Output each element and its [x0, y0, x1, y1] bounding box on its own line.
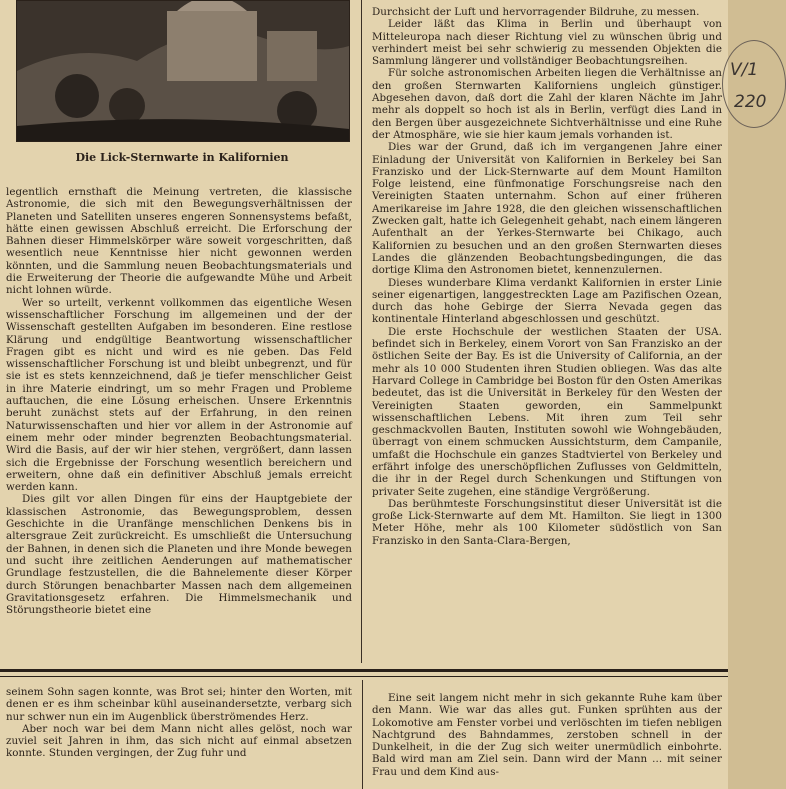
paragraph: Dies gilt vor allen Dingen für eins der Hauptgebiete der klassischen Astronomie, das Bewegungsproblem, dessen Geschichte in die Uranfänge menschlichen Denkens bis in altersgraue Zeit zurückreicht. Es umschließt die Untersuchung der Bahnen, in denen sich die Planeten und ihre Monde bewegen und sucht ihre zeitlichen Aenderungen auf mathematischer Grundlage festzustellen, die die Bahnelemente dieser Körper durch Störungen benachbarter Massen nach dem allgemeinen Gravitationsgesetz erfahren. Die Himmelsmechanik und Störungstheorie bietet eine [6, 493, 352, 617]
observatory-illustration [17, 1, 349, 141]
column-divider-lower [362, 680, 363, 789]
story-column-1 [6, 686, 352, 760]
section-divider-thin [0, 676, 728, 677]
archive-stamp [722, 40, 786, 128]
archive-note-line2: 220 [734, 92, 767, 112]
paragraph: Eine seit langem nicht mehr in sich gekannte Ruhe kam über den Mann. Wie war das alles gut. Funken sprühten aus der Lokomotive am Fenster vorbei und verlöschten im tiefen nebligen Nachtgrund des Bahndammes, zerstoben schnell in der Dunkelheit, in die der Zug sich weiter unermüdlich einbohrte. Bald wird man am Ziel sein. Dann wird der Mann ... mit seiner Frau und dem Kind aus- [372, 692, 722, 778]
paragraph: seinem Sohn sagen konnte, was Brot sei; hinter den Worten, mit denen er es ihm scheinbar kühl auseinandersetzte, verbarg sich nur schwer nun ein im Augenblick überströmendes Herz. [6, 686, 352, 723]
paragraph: Für solche astronomischen Arbeiten liegen die Verhältnisse an den großen Sternwarten Kaliforniens ungleich günstiger. Abgesehen davon, daß dort die Zahl der klaren Nächte im Jahr mehr als doppelt so hoch ist als in Berlin, verfügt dies Land in den Bergen über ausgezeichnete Sichtverhältnisse und eine Ruhe der Atmosphäre, wie sie hier kaum jemals vorhanden ist. [372, 67, 722, 141]
article-column-1 [6, 186, 352, 616]
section-divider [0, 669, 728, 672]
paragraph: legentlich ernsthaft die Meinung vertreten, die klassische Astronomie, die sich mit den Bewegungsverhältnissen der Planeten und Satelliten unseres engeren Sonnensystems befaßt, hätte einen gewissen Abschluß erreicht. Die Erforschung der Bahnen dieser Himmelskörper wäre soweit vorgeschritten, daß wesentlich neue Kenntnisse hier nicht gewonnen werden könnten, und die Sammlung neuen Beobachtungsmaterials und die Erweiterung der Theorie die aufgewandte Mühe und Arbeit nicht lohnen würde. [6, 186, 352, 297]
paragraph: Dieses wunderbare Klima verdankt Kalifornien in erster Linie seiner eigenartigen, langgestreckten Lage am Pazifischen Ozean, durch das hohe Gebirge der Sierra Nevada gegen das kontinentale Hinterland abgeschlossen und geschützt. [372, 276, 722, 326]
paragraph: Leider läßt das Klima in Berlin und überhaupt von Mitteleuropa nach dieser Richtung viel zu wünschen übrig und verhindert meist bei sehr schwierig zu messenden Objekten die Sammlung längerer und vollständiger Beobachtungsreihen. [372, 18, 722, 68]
paragraph: Dies war der Grund, daß ich im vergangenen Jahre einer Einladung der Universität von Kalifornien in Berkeley bei San Franzisko und der Lick-Sternwarte auf dem Mount Hamilton Folge leistend, eine fünfmonatige Forschungsreise nach den Vereinigten Staaten unternahm. Schon auf einer früheren Amerikareise im Jahre 1928, die den gleichen wissenschaftlichen Zwecken galt, hatte ich Gelegenheit gehabt, nach einem längeren Aufenthalt an der Yerkes-Sternwarte bei Chikago, auch Kalifornien zu besuchen und an den großen Sternwarten dieses Landes die glänzenden Beobachtungsbedingungen, die das dortige Klima den Astronomen bietet, kennenzulernen. [372, 141, 722, 277]
paragraph: Das berühmteste Forschungsinstitut dieser Universität ist die große Lick-Sternwarte auf dem Mt. Hamilton. Sie liegt in 1300 Meter Höhe, mehr als 100 Kilometer südöstlich von San Franzisko in den Santa-Clara-Bergen, [372, 497, 722, 547]
story-column-2 [372, 692, 722, 778]
archive-note-line1: V/1 [730, 60, 759, 80]
paragraph: Aber noch war bei dem Mann nicht alles gelöst, noch war zuviel seit Jahren in ihm, das sich nicht auf einmal absetzen konnte. Stunden vergingen, der Zug fuhr und [6, 722, 352, 760]
article-column-2 [372, 6, 722, 547]
photo-caption: Die Lick-Sternwarte in Kalifornien [75, 151, 289, 164]
column-divider [361, 0, 362, 663]
observatory-photo [16, 0, 350, 142]
paragraph: Wer so urteilt, verkennt vollkommen das eigentliche Wesen wissenschaftlicher Forschung im allgemeinen und der der Wissenschaft gestellten Aufgaben im besonderen. Eine restlose Klärung und endgültige Beantwortung wissenschaftlicher Fragen gibt es nicht und wird es nie geben. Das Feld wissenschaftlicher Forschung ist und bleibt unbegrenzt, und für sie ist es stets kennzeichnend, daß je tiefer menschlicher Geist in ihre Materie eindringt, um so mehr Fragen und Probleme auftauchen, die eine Lösung erheischen. Unsere Erkenntnis beruht zunächst stets auf der Erfahrung, in den reinen Naturwissenschaften und hier vor allem in der Astronomie auf einem mehr oder minder begrenzten Beobachtungsmaterial. Wird die Basis, auf der wir hier stehen, vergrößert, dann lassen sich die Ergebnisse der Forschung wesentlich bereichern und erweitern, ohne daß ein definitiver Abschluß jemals erreicht werden kann. [6, 296, 352, 494]
paragraph: Durchsicht der Luft und hervorragender Bildruhe, zu messen. [372, 6, 700, 18]
paragraph: Die erste Hochschule der westlichen Staaten der USA. befindet sich in Berkeley, einem Vorort von San Franzisko an der östlichen Seite der Bay. Es ist die University of California, an der mehr als 10 000 Studenten ihren Studien obliegen. Was das alte Harvard College in Cambridge bei Boston für den Osten Amerikas bedeutet, das ist die Universität in Berkeley für den Westen der Vereinigten Staaten geworden, ein Sammelpunkt wissenschaftlichen Lebens. Mit ihren zum Teil sehr geschmackvollen Bauten, Instituten sowohl wie Wohngebäuden, überragt von einem schmucken Aussichtsturm, dem Campanile, umfaßt die Hochschule ein ganzes Stadtviertel von Berkeley und erfährt infolge des unerschöpflichen Zuflusses von Geldmitteln, die ihr in der Regel durch Schenkungen und Stiftungen von privater Seite zugehen, eine ständige Vergrößerung. [372, 325, 722, 498]
